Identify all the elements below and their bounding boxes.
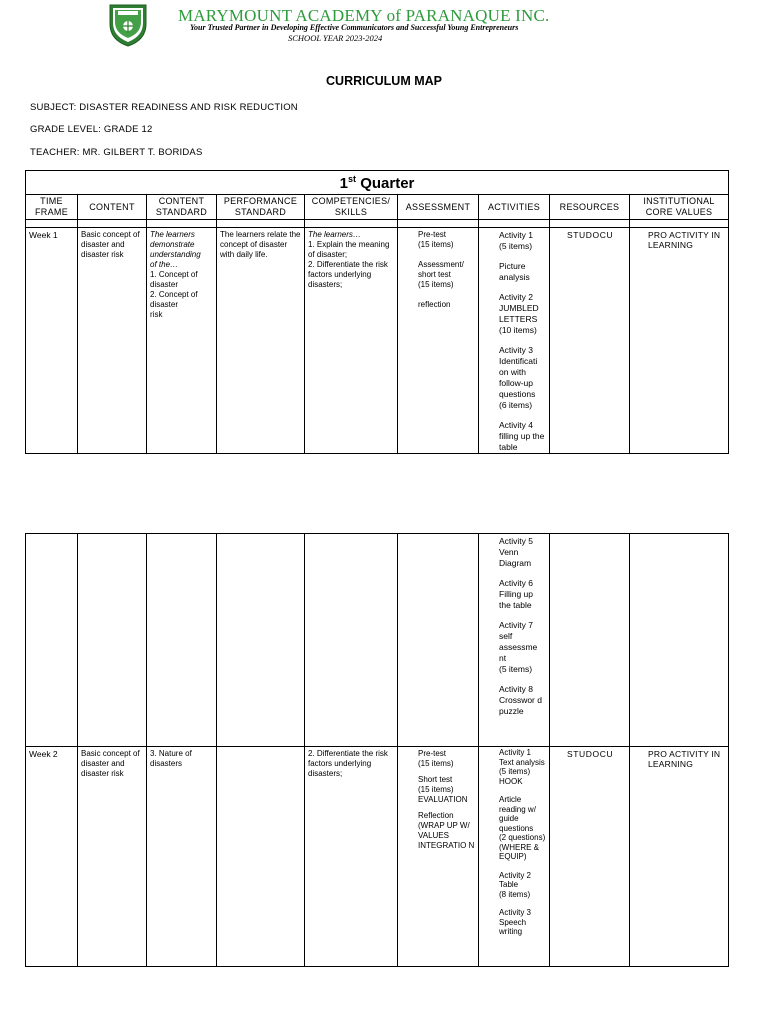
table-row: [26, 534, 729, 747]
school-tagline: Your Trusted Partner in Developing Effective Communicators and Successful Young Entrepreneurs: [190, 23, 519, 32]
content-standard-cell: 3. Nature of disasters: [147, 747, 217, 967]
competencies-cell: 2. Differentiate the risk factors underlying disasters;: [305, 747, 398, 967]
activities-cell: Activity 1 Text analysis (5 items) HOOK Article reading w/ guide questions (2 questions) (WHERE & EQUIP) Activity 2 Table (8 items) Activity 3 Speech writing: [479, 747, 550, 967]
school-year: SCHOOL YEAR 2023-2024: [288, 33, 383, 43]
competencies-cell: The learners… 1. Explain the meaning of disaster; 2. Differentiate the risk factors underlying disasters;: [305, 228, 398, 454]
table-row: [26, 228, 729, 454]
col-header-competencies: COMPETENCIES/ SKILLS: [305, 195, 398, 220]
resources-cell: STUDOCU: [550, 747, 630, 967]
performance-standard-cell: [217, 747, 305, 967]
col-header-core-values: INSTITUTIONAL CORE VALUES: [630, 195, 729, 220]
grade-level-line: GRADE LEVEL: GRADE 12: [30, 124, 153, 135]
col-header-content-standard: CONTENT STANDARD: [147, 195, 217, 220]
curriculum-table-page-1: [25, 170, 729, 454]
activities-continued-cell: Activity 5 Venn Diagram Activity 6 Filling up the table Activity 7 self assessme nt (5 items) Activity 8 Crosswor d puzzle: [479, 534, 550, 747]
curriculum-table-page-2: [25, 533, 729, 967]
col-header-time-frame: TIME FRAME: [26, 195, 78, 220]
assessment-cell: Pre-test (15 items) Assessment/ short test (15 items) reflection: [398, 228, 479, 454]
week-label: Week 1: [26, 228, 78, 454]
content-cell: Basic concept of disaster and disaster risk: [78, 747, 147, 967]
core-values-cell: PRO ACTIVITY IN LEARNING: [630, 747, 729, 967]
col-header-content: CONTENT: [78, 195, 147, 220]
activities-cell: Activity 1 (5 items) Picture analysis Activity 2 JUMBLED LETTERS (10 items) Activity 3 Identificati on with follow-up questions (6 items) Activity 4 filling up the table: [479, 228, 550, 454]
col-header-activities: ACTIVITIES: [479, 195, 550, 220]
subject-line: SUBJECT: DISASTER READINESS AND RISK REDUCTION: [30, 102, 298, 113]
content-cell: Basic concept of disaster and disaster risk: [78, 228, 147, 454]
col-header-assessment: ASSESSMENT: [398, 195, 479, 220]
week-label: Week 2: [26, 747, 78, 967]
core-values-cell: PRO ACTIVITY IN LEARNING: [630, 228, 729, 454]
col-header-resources: RESOURCES: [550, 195, 630, 220]
resources-cell: STUDOCU: [550, 228, 630, 454]
assessment-cell: Pre-test (15 items) Short test (15 items) EVALUATION Reflection (WRAP UP W/ VALUES INTEGRATIO N: [398, 747, 479, 967]
table-row: [26, 747, 729, 967]
document-title: CURRICULUM MAP: [326, 74, 442, 88]
col-header-performance-standard: PERFORMANCE STANDARD: [217, 195, 305, 220]
content-standard-cell: The learners demonstrate understanding of the… 1. Concept of disaster 2. Concept of disaster risk: [147, 228, 217, 454]
performance-standard-cell: The learners relate the concept of disaster with daily life.: [217, 228, 305, 454]
school-logo: [104, 2, 152, 48]
school-name: MARYMOUNT ACADEMY of PARANAQUE INC.: [178, 6, 550, 25]
quarter-heading: 1st Quarter: [26, 171, 729, 195]
teacher-line: TEACHER: MR. GILBERT T. BORIDAS: [30, 147, 203, 158]
